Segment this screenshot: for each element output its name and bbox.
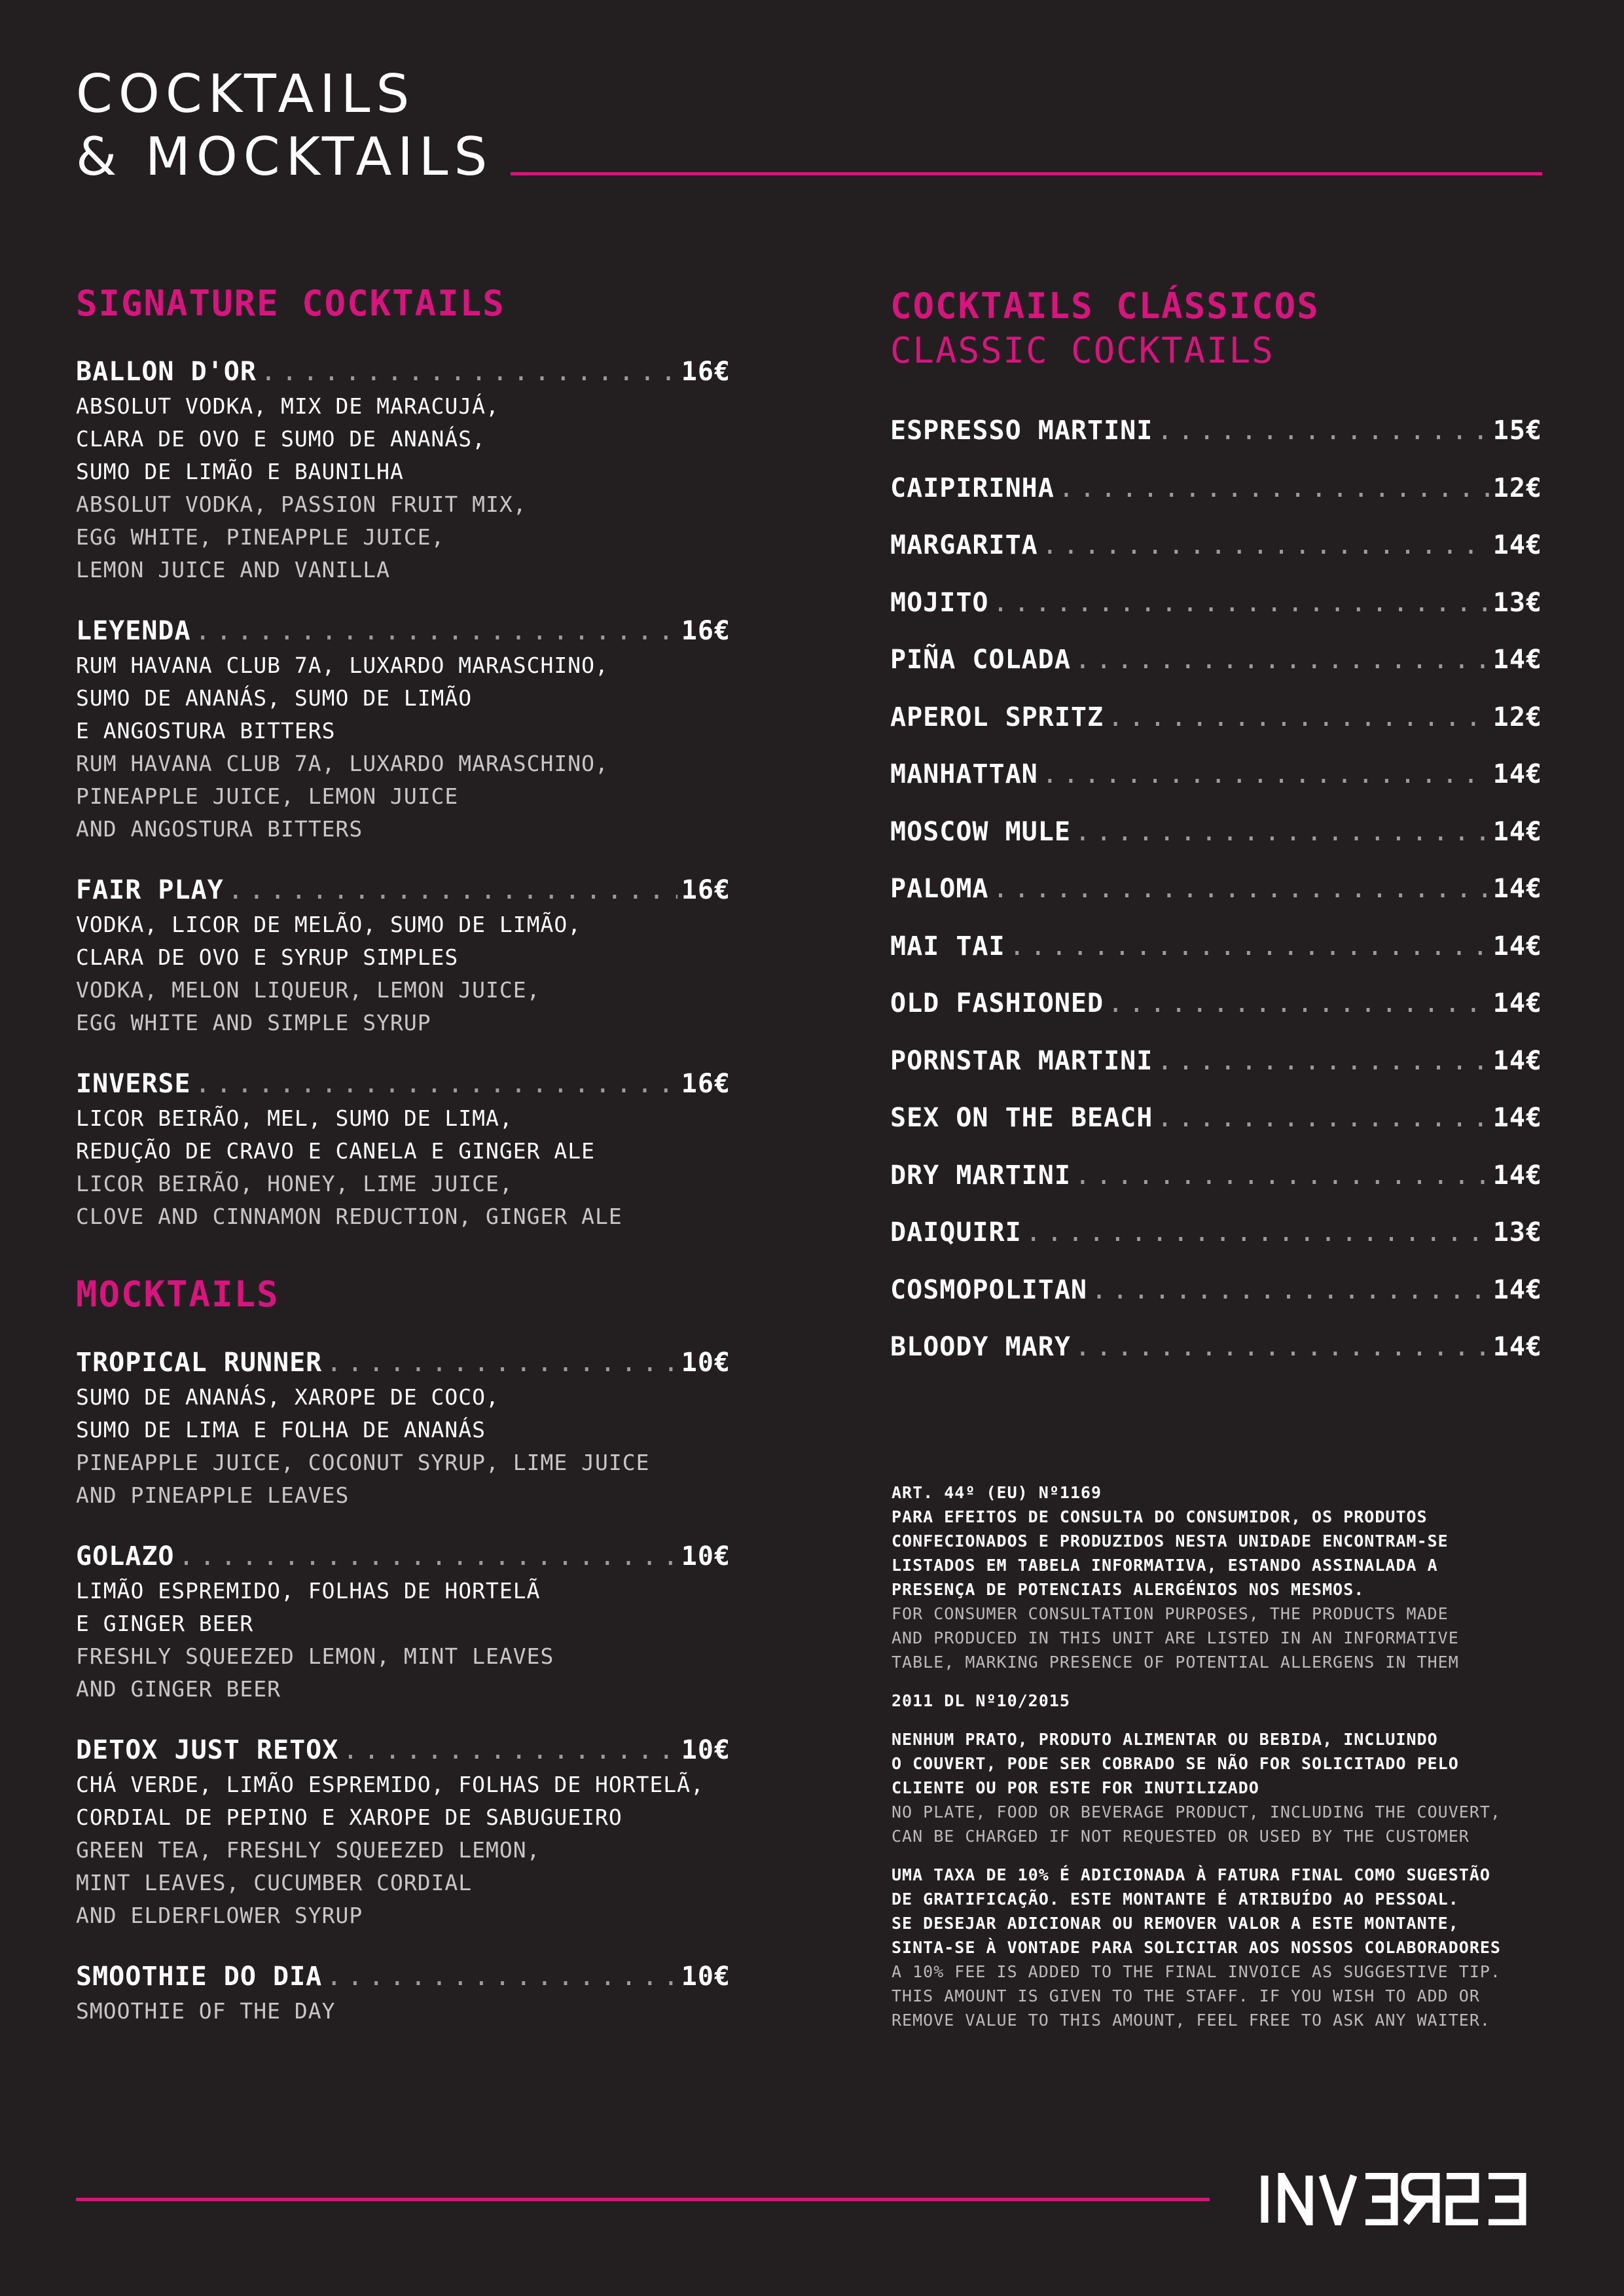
classic-item [890,814,1542,850]
description-pt: CLARA DE OVO E SUMO DE ANANÁS, [76,426,486,452]
dot-leader [1009,928,1489,965]
description-en: LEMON JUICE AND VANILLA [76,557,390,583]
legal-dl-block [892,1689,1553,1848]
item-price: 14€ [1492,816,1542,847]
section-title-mocktails: MOCKTAILS [76,1274,280,1315]
dot-leader [1026,1214,1489,1251]
dot-leader [1058,470,1489,507]
description-en: AND ELDERFLOWER SYRUP [76,1903,363,1928]
legal-line: LISTADOS EM TABELA INFORMATIVA, ESTANDO ASSINALADA A [892,1556,1438,1575]
legal-line: PRESENÇA DE POTENCIAIS ALERGÉNIOS NOS MESMOS. [892,1580,1365,1599]
item-name: INVERSE [76,1069,191,1099]
item-name: DAIQUIRI [890,1217,1022,1247]
menu-item [76,1732,731,1932]
description-pt: SUMO DE LIMÃO E BAUNILHA [76,459,404,484]
legal-line: NO PLATE, FOOD OR BEVERAGE PRODUCT, INCLUDING THE COUVERT, [892,1803,1501,1821]
classic-item [890,641,1542,678]
description-en: GREEN TEA, FRESHLY SQUEEZED LEMON, [76,1837,541,1863]
signature-list [76,353,731,1233]
classic-item [890,985,1542,1022]
item-name: PIÑA COLADA [890,645,1071,675]
classic-list [890,412,1542,1365]
classic-item [890,928,1542,965]
item-header [76,1344,731,1381]
description-pt: RUM HAVANA CLUB 7A, LUXARDO MARASCHINO, [76,653,609,678]
menu-item [76,1066,731,1233]
item-price: 16€ [681,357,731,387]
dot-leader [1075,641,1489,678]
classic-item [890,1157,1542,1194]
item-price: 10€ [681,1541,731,1571]
dot-leader [1075,1157,1489,1194]
description-pt: VODKA, LICOR DE MELÃO, SUMO DE LIMÃO, [76,912,582,937]
dot-leader [195,613,677,649]
dot-leader [195,1066,677,1102]
item-name: MARGARITA [890,530,1038,560]
description-en: CLOVE AND CINNAMON REDUCTION, GINGER ALE [76,1204,623,1229]
item-price: 10€ [681,1735,731,1765]
item-price: 16€ [681,1069,731,1099]
item-header [76,1958,731,1995]
item-price: 14€ [1492,931,1542,961]
description-pt: LICOR BEIRÃO, MEL, SUMO DE LIMA, [76,1105,513,1131]
classic-item [890,1100,1542,1136]
dot-leader [1042,527,1489,564]
page-title-line1: COCKTAILS [76,63,416,124]
description-en: VODKA, MELON LIQUEUR, LEMON JUICE, [76,977,541,1003]
dot-leader [261,353,677,390]
item-price: 14€ [1492,1045,1542,1076]
description-en: AND PINEAPPLE LEAVES [76,1482,350,1508]
menu-item [76,1538,731,1706]
item-price: 13€ [1492,587,1542,618]
item-price: 12€ [1492,473,1542,503]
item-price: 16€ [681,616,731,646]
item-name: DRY MARTINI [890,1160,1071,1191]
description-pt: CLARA DE OVO E SYRUP SIMPLES [76,944,459,970]
description-en: RUM HAVANA CLUB 7A, LUXARDO MARASCHINO, [76,751,609,776]
legal-art-pt [892,1505,1553,1602]
legal-tip-block [892,1863,1553,2032]
legal-line: UMA TAXA DE 10% É ADICIONADA À FATURA FINAL COMO SUGESTÃO [892,1865,1490,1884]
item-name: DETOX JUST RETOX [76,1735,339,1765]
item-name: BALLON D'OR [76,357,257,387]
item-name: MOJITO [890,587,989,618]
classic-item [890,1043,1542,1079]
left-column [76,281,731,2054]
legal-art-title: ART. 44º (EU) Nº1169 [892,1483,1102,1502]
legal-line: O COUVERT, PODE SER COBRADO SE NÃO FOR SOLICITADO PELO [892,1754,1459,1773]
item-name: MAI TAI [890,931,1005,961]
legal-dl-pt [892,1727,1553,1800]
legal-tip-pt [892,1863,1553,1960]
dot-leader [1075,1329,1489,1365]
description-en: AND ANGOSTURA BITTERS [76,816,363,842]
classic-item [890,699,1542,736]
item-name: GOLAZO [76,1541,175,1571]
item-price: 14€ [1492,1103,1542,1133]
description-en: FRESHLY SQUEEZED LEMON, MINT LEAVES [76,1643,554,1669]
section-title-signature: SIGNATURE COCKTAILS [76,283,505,324]
item-price: 10€ [681,1962,731,1992]
right-column [890,281,1542,1386]
item-price: 16€ [681,875,731,905]
legal-dl-title: 2011 DL Nº10/2015 [892,1691,1070,1710]
mocktail-list [76,1344,731,2028]
footer-divider [76,2198,1210,2201]
legal-line: SINTA-SE À VONTADE PARA SOLICITAR AOS NOSSOS COLABORADORES [892,1938,1501,1957]
classic-item [890,470,1542,507]
menu-item [76,872,731,1039]
legal-line: PARA EFEITOS DE CONSULTA DO CONSUMIDOR, OS PRODUTOS [892,1507,1428,1526]
dot-leader [1075,814,1489,850]
dot-leader [326,1958,677,1995]
dot-leader [1091,1272,1489,1308]
description-pt: SUMO DE LIMA E FOLHA DE ANANÁS [76,1417,486,1443]
title-divider [511,172,1542,175]
item-name: SEX ON THE BEACH [890,1103,1153,1133]
legal-line: FOR CONSUMER CONSULTATION PURPOSES, THE PRODUCTS MADE [892,1604,1449,1623]
item-price: 14€ [1492,1160,1542,1191]
item-name: TROPICAL RUNNER [76,1348,323,1378]
description-pt: REDUÇÃO DE CRAVO E CANELA E GINGER ALE [76,1138,595,1164]
item-price: 15€ [1492,416,1542,446]
dot-leader [1108,699,1489,736]
item-name: PORNSTAR MARTINI [890,1045,1153,1076]
legal-line: NENHUM PRATO, PRODUTO ALIMENTAR OU BEBIDA, INCLUINDO [892,1730,1438,1749]
legal-line: A 10% FEE IS ADDED TO THE FINAL INVOICE AS SUGGESTIVE TIP. [892,1962,1501,1981]
item-price: 14€ [1492,645,1542,675]
description-pt: SUMO DE ANANÁS, XAROPE DE COCO, [76,1384,499,1410]
item-name: COSMOPOLITAN [890,1274,1087,1305]
legal-line: CONFECIONADOS E PRODUZIDOS NESTA UNIDADE ENCONTRAM-SE [892,1532,1449,1551]
classic-item [890,1329,1542,1365]
dot-leader [179,1538,677,1575]
description-en: SMOOTHIE OF THE DAY [76,1998,336,2024]
menu-item [76,1958,731,2028]
inverse-logo [1259,2173,1547,2225]
dot-leader [1157,1043,1489,1079]
legal-line: SE DESEJAR ADICIONAR OU REMOVER VALOR A ESTE MONTANTE, [892,1914,1459,1933]
description-en: AND GINGER BEER [76,1676,281,1702]
menu-item [76,353,731,586]
item-price: 14€ [1492,874,1542,904]
item-price: 14€ [1492,1274,1542,1305]
dot-leader [1157,412,1489,449]
item-name: FAIR PLAY [76,875,224,905]
description-pt: CHÁ VERDE, LIMÃO ESPREMIDO, FOLHAS DE HORTELÃ, [76,1772,704,1797]
description-en: PINEAPPLE JUICE, LEMON JUICE [76,783,459,809]
item-price: 10€ [681,1348,731,1378]
legal-line: DE GRATIFICAÇÃO. ESTE MONTANTE É ATRIBUÍDO AO PESSOAL. [892,1890,1459,1909]
menu-item [76,1344,731,1512]
dot-leader [342,1732,677,1768]
legal-art-block [892,1480,1553,1674]
legal-line: THIS AMOUNT IS GIVEN TO THE STAFF. IF YOU WISH TO ADD OR [892,1986,1480,2005]
dot-leader [326,1344,677,1381]
description-pt: LIMÃO ESPREMIDO, FOLHAS DE HORTELÃ [76,1578,541,1604]
item-price: 14€ [1492,1332,1542,1362]
description-pt: CORDIAL DE PEPINO E XAROPE DE SABUGUEIRO [76,1804,623,1830]
legal-line: TABLE, MARKING PRESENCE OF POTENTIAL ALLERGENS IN THEM [892,1653,1459,1672]
item-price: 14€ [1492,530,1542,560]
classic-item [890,756,1542,793]
dot-leader [1157,1100,1489,1136]
item-header [76,1066,731,1102]
description-pt: ABSOLUT VODKA, MIX DE MARACUJÁ, [76,393,499,419]
item-header [76,353,731,390]
item-name: APEROL SPRITZ [890,702,1104,732]
item-price: 12€ [1492,702,1542,732]
legal-tip-en [892,1960,1553,2032]
menu-item [76,613,731,846]
dot-leader [1108,985,1489,1022]
description-pt: SUMO DE ANANÁS, SUMO DE LIMÃO [76,685,473,711]
classic-item [890,527,1542,564]
item-header [76,872,731,908]
item-header [76,613,731,649]
item-name: MOSCOW MULE [890,816,1071,847]
description-pt: E GINGER BEER [76,1611,254,1636]
item-name: BLOODY MARY [890,1332,1071,1362]
section-title-classics-pt: COCKTAILS CLÁSSICOS [890,285,1320,327]
dot-leader [993,870,1489,907]
item-name: OLD FASHIONED [890,988,1104,1018]
description-en: ABSOLUT VODKA, PASSION FRUIT MIX, [76,492,527,517]
item-name: SMOOTHIE DO DIA [76,1962,323,1992]
classic-item [890,1214,1542,1251]
classic-item [890,870,1542,907]
description-en: EGG WHITE, PINEAPPLE JUICE, [76,524,445,550]
dot-leader [228,872,677,908]
classic-item [890,1272,1542,1308]
description-en: MINT LEAVES, CUCUMBER CORDIAL [76,1870,473,1895]
item-header [76,1538,731,1575]
dot-leader [993,584,1489,621]
page-title-line2: & MOCKTAILS [76,126,494,187]
description-en: LICOR BEIRÃO, HONEY, LIME JUICE, [76,1171,513,1196]
item-name: MANHATTAN [890,759,1038,789]
classic-item [890,584,1542,621]
description-en: EGG WHITE AND SIMPLE SYRUP [76,1010,431,1035]
item-name: PALOMA [890,874,989,904]
item-header [76,1732,731,1768]
page-title [76,63,493,188]
description-pt: E ANGOSTURA BITTERS [76,718,336,744]
legal-art-en [892,1602,1553,1674]
classic-item [890,412,1542,449]
item-name: LEYENDA [76,616,191,646]
legal-line: CLIENTE OU POR ESTE FOR INUTILIZADO [892,1778,1259,1797]
item-price: 14€ [1492,988,1542,1018]
legal-notes [892,1480,1553,2047]
item-price: 13€ [1492,1217,1542,1247]
section-title-classics-en: CLASSIC COCKTAILS [890,330,1274,371]
legal-line: AND PRODUCED IN THIS UNIT ARE LISTED IN AN INFORMATIVE [892,1628,1459,1647]
description-en: PINEAPPLE JUICE, COCONUT SYRUP, LIME JUICE [76,1450,650,1475]
item-name: CAIPIRINHA [890,473,1055,503]
dot-leader [1042,756,1489,793]
legal-dl-en [892,1800,1553,1848]
item-name: ESPRESSO MARTINI [890,416,1153,446]
legal-line: REMOVE VALUE TO THIS AMOUNT, FEEL FREE TO ASK ANY WAITER. [892,2011,1490,2030]
legal-line: CAN BE CHARGED IF NOT REQUESTED OR USED BY THE CUSTOMER [892,1827,1470,1846]
item-price: 14€ [1492,759,1542,789]
